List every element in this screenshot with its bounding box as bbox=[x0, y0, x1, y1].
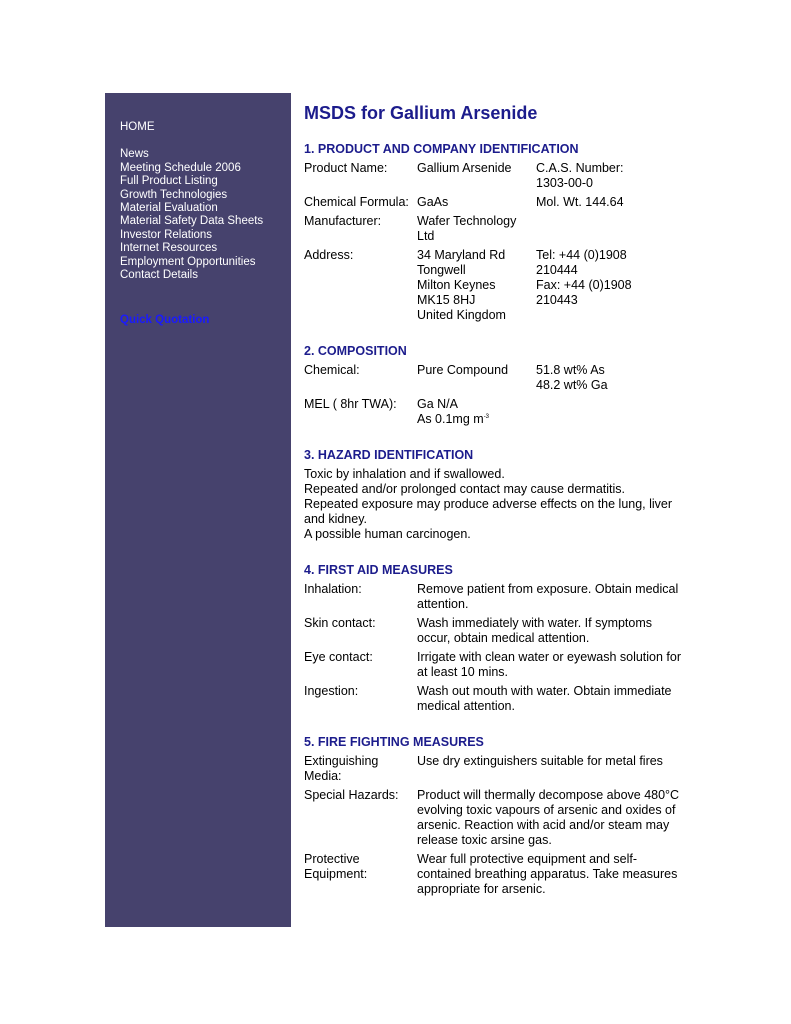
chemical-label: Chemical: bbox=[304, 363, 360, 377]
table-row bbox=[304, 363, 646, 397]
mel-label: MEL ( 8hr TWA): bbox=[304, 397, 397, 411]
manufacturer-label: Manufacturer: bbox=[304, 214, 382, 228]
telephone-number: Tel: +44 (0)1908 210444 bbox=[536, 248, 627, 277]
protective-equipment-label: Protective Equipment: bbox=[304, 852, 368, 881]
table-row bbox=[304, 650, 684, 684]
skin-contact-label: Skin contact: bbox=[304, 616, 376, 630]
address-line: Tongwell bbox=[417, 263, 466, 277]
nav-product-listing-link[interactable]: Full Product Listing bbox=[120, 175, 218, 188]
table-row bbox=[304, 195, 646, 214]
eye-contact-label: Eye contact: bbox=[304, 650, 373, 664]
cas-number: 1303-00-0 bbox=[536, 176, 593, 190]
composition-percentages bbox=[536, 363, 646, 397]
section-heading-composition: 2. COMPOSITION bbox=[304, 344, 407, 358]
nav-investor-relations-link[interactable]: Investor Relations bbox=[120, 228, 213, 241]
mel-arsenic-row bbox=[417, 412, 536, 427]
nav-meeting-schedule-link[interactable]: Meeting Schedule 2006 bbox=[120, 161, 241, 174]
composition-table bbox=[304, 363, 646, 427]
section-heading-identification: 1. PRODUCT AND COMPANY IDENTIFICATION bbox=[304, 142, 579, 156]
address-line: 34 Maryland Rd bbox=[417, 248, 506, 262]
extinguishing-media-text: Use dry extinguishers suitable for metal fires bbox=[417, 754, 663, 768]
hazard-line: Repeated exposure may produce adverse effects on the lung, liver and kidney. bbox=[304, 497, 673, 526]
section-heading-fire-fighting: 5. FIRE FIGHTING MEASURES bbox=[304, 735, 484, 749]
manufacturer-value: Wafer Technology Ltd bbox=[417, 214, 517, 243]
page-title: MSDS for Gallium Arsenide bbox=[304, 103, 538, 123]
first-aid-table bbox=[304, 582, 684, 714]
table-row bbox=[304, 788, 684, 852]
chemical-value: Pure Compound bbox=[417, 363, 509, 377]
hazard-line: Repeated and/or prolonged contact may cause dermatitis. bbox=[304, 482, 626, 496]
nav-internet-resources-link[interactable]: Internet Resources bbox=[120, 242, 218, 255]
inhalation-text: Remove patient from exposure. Obtain medical attention. bbox=[417, 582, 679, 611]
extinguishing-media-label: Extinguishing Media: bbox=[304, 754, 379, 783]
nav-employment-link[interactable]: Employment Opportunities bbox=[120, 255, 256, 268]
hazard-text bbox=[304, 467, 674, 542]
special-hazards-label: Special Hazards: bbox=[304, 788, 399, 802]
sidebar bbox=[105, 93, 291, 927]
skin-contact-text: Wash immediately with water. If symptoms occur, obtain medical attention. bbox=[417, 616, 653, 645]
identification-table bbox=[304, 161, 646, 323]
table-row bbox=[304, 161, 646, 195]
mel-gallium: Ga N/A bbox=[417, 397, 458, 411]
eye-contact-text: Irrigate with clean water or eyewash solution for at least 10 mins. bbox=[417, 650, 682, 679]
formula-label: Chemical Formula: bbox=[304, 195, 409, 209]
hazard-line: Toxic by inhalation and if swallowed. bbox=[304, 467, 505, 481]
contact-numbers bbox=[536, 248, 646, 323]
address-label: Address: bbox=[304, 248, 354, 262]
protective-equipment-text: Wear full protective equipment and self-contained breathing apparatus. Take measures appropriate for arsenic. bbox=[417, 852, 678, 896]
ingestion-text: Wash out mouth with water. Obtain immediate medical attention. bbox=[417, 684, 672, 713]
nav-news-link[interactable]: News bbox=[120, 148, 149, 161]
table-row bbox=[304, 248, 646, 323]
nav-home-link[interactable]: HOME bbox=[120, 121, 155, 133]
address-value bbox=[417, 248, 536, 323]
section-heading-first-aid: 4. FIRST AID MEASURES bbox=[304, 563, 453, 577]
table-row bbox=[304, 684, 684, 714]
mel-arsenic: As 0.1mg m bbox=[417, 412, 484, 426]
fire-fighting-table bbox=[304, 754, 684, 897]
cas-label: C.A.S. Number: bbox=[536, 161, 624, 175]
nav-msds-link[interactable]: Material Safety Data Sheets bbox=[120, 215, 264, 228]
arsenic-percentage: 51.8 wt% As bbox=[536, 363, 605, 377]
address-line: Milton Keynes bbox=[417, 278, 496, 292]
formula-value: GaAs bbox=[417, 195, 449, 209]
table-row bbox=[304, 852, 684, 897]
product-name-value: Gallium Arsenide bbox=[417, 161, 512, 175]
table-row bbox=[304, 616, 684, 650]
sidebar-nav bbox=[120, 121, 290, 328]
nav-contact-details-link[interactable]: Contact Details bbox=[120, 269, 198, 282]
main-content bbox=[304, 100, 684, 897]
fax-number: Fax: +44 (0)1908 210443 bbox=[536, 278, 632, 307]
special-hazards-text: Product will thermally decompose above 480°C evolving toxic vapours of arsenic and oxides of arsenic. Reaction with acid and/or steam may release toxic arsine gas. bbox=[417, 788, 680, 847]
ingestion-label: Ingestion: bbox=[304, 684, 359, 698]
mel-arsenic-exponent: -3 bbox=[483, 413, 490, 420]
table-row bbox=[304, 397, 646, 427]
gallium-percentage: 48.2 wt% Ga bbox=[536, 378, 608, 392]
table-row bbox=[304, 214, 646, 248]
nav-growth-technologies-link[interactable]: Growth Technologies bbox=[120, 188, 228, 201]
cas-cell bbox=[536, 161, 646, 195]
mol-wt-value: Mol. Wt. 144.64 bbox=[536, 195, 624, 209]
hazard-line: A possible human carcinogen. bbox=[304, 527, 471, 541]
nav-material-evaluation-link[interactable]: Material Evaluation bbox=[120, 202, 218, 215]
mel-values bbox=[417, 397, 536, 427]
section-heading-hazard: 3. HAZARD IDENTIFICATION bbox=[304, 448, 474, 462]
inhalation-label: Inhalation: bbox=[304, 582, 362, 596]
address-line: United Kingdom bbox=[417, 308, 506, 322]
quick-quotation-link[interactable]: Quick Quotation bbox=[120, 314, 210, 327]
address-line: MK15 8HJ bbox=[417, 293, 476, 307]
table-row bbox=[304, 754, 684, 788]
table-row bbox=[304, 582, 684, 616]
product-name-label: Product Name: bbox=[304, 161, 388, 175]
